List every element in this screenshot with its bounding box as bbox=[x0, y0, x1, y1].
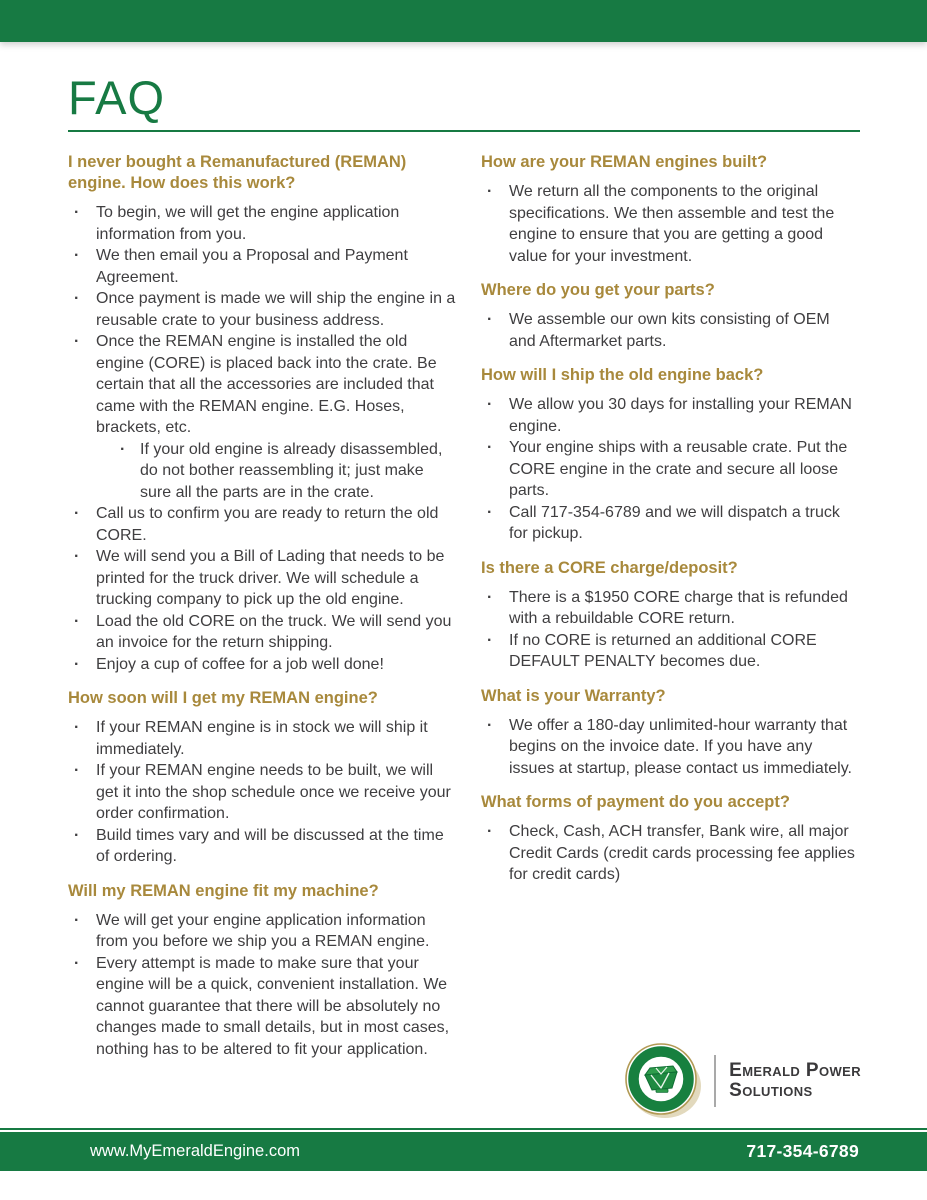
faq-answer-item bbox=[481, 715, 860, 780]
top-accent-bar bbox=[0, 0, 927, 42]
content-area bbox=[0, 42, 927, 1060]
faq-question-heading: How are your REMAN engines built? bbox=[481, 153, 768, 171]
faq-answer-list bbox=[481, 394, 860, 545]
faq-answer-text: There is a $1950 CORE charge that is refunded with a rebuildable CORE return. bbox=[509, 588, 848, 627]
faq-answer-text: We will send you a Bill of Lading that needs to be printed for the truck driver. We will schedule a trucking company to pick up the old engine. bbox=[96, 548, 445, 608]
faq-answer-item bbox=[68, 202, 458, 245]
faq-column-left bbox=[68, 152, 458, 1060]
faq-answer-item bbox=[481, 630, 860, 673]
faq-answer-item bbox=[481, 309, 860, 352]
faq-answer-list bbox=[68, 717, 458, 868]
faq-question-heading: Will my REMAN engine fit my machine? bbox=[68, 881, 379, 900]
faq-answer-text: We will get your engine application information from you before we ship you a REMAN engine. bbox=[96, 911, 430, 950]
faq-answer-item bbox=[481, 181, 860, 267]
faq-sub-answer-item: · If your old engine is already disassembled, do not bother reassembling it; just make sure all the parts are in the crate. bbox=[115, 439, 458, 504]
emerald-gem-icon bbox=[623, 1042, 703, 1120]
faq-column-right bbox=[481, 152, 860, 1060]
logo-name-line2: Solutions bbox=[729, 1080, 813, 1101]
logo-divider bbox=[714, 1055, 716, 1107]
faq-answer-text: Your engine ships with a reusable crate. Put the CORE engine in the crate and secure all loose parts. bbox=[509, 439, 848, 499]
faq-answer-list bbox=[481, 587, 860, 673]
faq-answer-item bbox=[481, 587, 860, 630]
faq-answer-item bbox=[68, 654, 458, 676]
footer-website-link[interactable]: www.MyEmeraldEngine.com bbox=[90, 1142, 300, 1160]
faq-answer-item bbox=[68, 331, 458, 503]
faq-answer-text: We offer a 180-day unlimited-hour warranty that begins on the invoice date. If you have any issues at startup, please contact us immediately. bbox=[509, 716, 852, 777]
faq-answer-text: We allow you 30 days for installing your REMAN engine. bbox=[509, 396, 852, 435]
faq-question-heading: I never bought a Remanufactured (REMAN) engine. How does this work? bbox=[68, 153, 407, 192]
faq-answer-text: If your REMAN engine is in stock we will ship it immediately. bbox=[96, 719, 428, 758]
faq-answer-item bbox=[68, 288, 458, 331]
faq-answer-item bbox=[481, 394, 860, 437]
page-title: FAQ bbox=[68, 71, 166, 124]
faq-question-heading: What is your Warranty? bbox=[481, 686, 666, 705]
logo-name-line1: Emerald Power bbox=[729, 1060, 861, 1081]
faq-answer-text: We return all the components to the original specifications. We then assemble and test the engine to ensure that you are getting a good value for your investment. bbox=[509, 183, 835, 265]
faq-question-heading: How will I ship the old engine back? bbox=[481, 366, 764, 384]
faq-answer-text: Call us to confirm you are ready to return the old CORE. bbox=[96, 505, 439, 544]
faq-answer-text: Enjoy a cup of coffee for a job well done! bbox=[96, 655, 384, 673]
faq-answer-text: Every attempt is made to make sure that your engine will be a quick, convenient installation. We cannot guarantee that there will be absolutely no changes made to small details, but in most cases, nothing has to be altered to fit your application. bbox=[96, 954, 450, 1058]
logo-block bbox=[623, 1042, 861, 1120]
faq-question-heading: Is there a CORE charge/deposit? bbox=[481, 558, 738, 577]
faq-answer-list bbox=[481, 181, 860, 267]
faq-question-heading: How soon will I get my REMAN engine? bbox=[68, 689, 378, 707]
faq-question-heading: What forms of payment do you accept? bbox=[481, 793, 790, 811]
faq-answer-item bbox=[68, 825, 458, 868]
footer-phone-number[interactable]: 717-354-6789 bbox=[746, 1141, 859, 1161]
faq-answer-list bbox=[481, 309, 860, 352]
title-rule bbox=[68, 130, 860, 132]
faq-columns bbox=[68, 152, 860, 1060]
footer-thin-rule bbox=[0, 1128, 927, 1130]
faq-answer-text: If your REMAN engine needs to be built, we will get it into the shop schedule once we receive your order confirmation. bbox=[96, 762, 451, 822]
faq-answer-item bbox=[481, 437, 860, 502]
faq-answer-list bbox=[481, 715, 860, 780]
faq-answer-item bbox=[68, 717, 458, 760]
faq-answer-text: Check, Cash, ACH transfer, Bank wire, all major Credit Cards (credit cards processing fee applies for credit cards) bbox=[509, 823, 855, 883]
faq-answer-list bbox=[481, 821, 860, 886]
faq-answer-item bbox=[68, 953, 458, 1061]
faq-answer-text: Call 717-354-6789 and we will dispatch a truck for pickup. bbox=[509, 503, 840, 542]
faq-answer-item bbox=[68, 611, 458, 654]
faq-answer-list bbox=[68, 202, 458, 675]
faq-answer-item bbox=[68, 245, 458, 288]
faq-answer-text: Build times vary and will be discussed at the time of ordering. bbox=[96, 826, 444, 865]
faq-answer-item bbox=[68, 546, 458, 611]
faq-answer-item bbox=[68, 910, 458, 953]
faq-answer-text: To begin, we will get the engine application information from you. bbox=[96, 204, 400, 243]
footer-bar bbox=[0, 1132, 927, 1171]
faq-answer-item bbox=[481, 821, 860, 886]
faq-answer-item bbox=[68, 503, 458, 546]
faq-answer-text: Once payment is made we will ship the engine in a reusable crate to your business address. bbox=[96, 290, 456, 329]
faq-answer-item bbox=[68, 760, 458, 825]
logo-wordmark bbox=[729, 1061, 861, 1101]
faq-answer-list bbox=[68, 910, 458, 1061]
faq-answer-item bbox=[481, 502, 860, 545]
faq-answer-text: Once the REMAN engine is installed the old engine (CORE) is placed back into the crate. Be certain that all the accessories are included that came with the REMAN engine. E.G. Hoses, brackets, etc. bbox=[96, 333, 437, 436]
faq-answer-text: We assemble our own kits consisting of OEM and Aftermarket parts. bbox=[509, 311, 830, 350]
faq-sub-answer-list bbox=[115, 439, 458, 504]
faq-question-heading: Where do you get your parts? bbox=[481, 281, 715, 299]
faq-answer-text: If no CORE is returned an additional CORE DEFAULT PENALTY becomes due. bbox=[509, 631, 817, 670]
faq-answer-text: We then email you a Proposal and Payment Agreement. bbox=[96, 247, 408, 286]
faq-answer-text: Load the old CORE on the truck. We will send you an invoice for the return shipping. bbox=[96, 612, 452, 651]
